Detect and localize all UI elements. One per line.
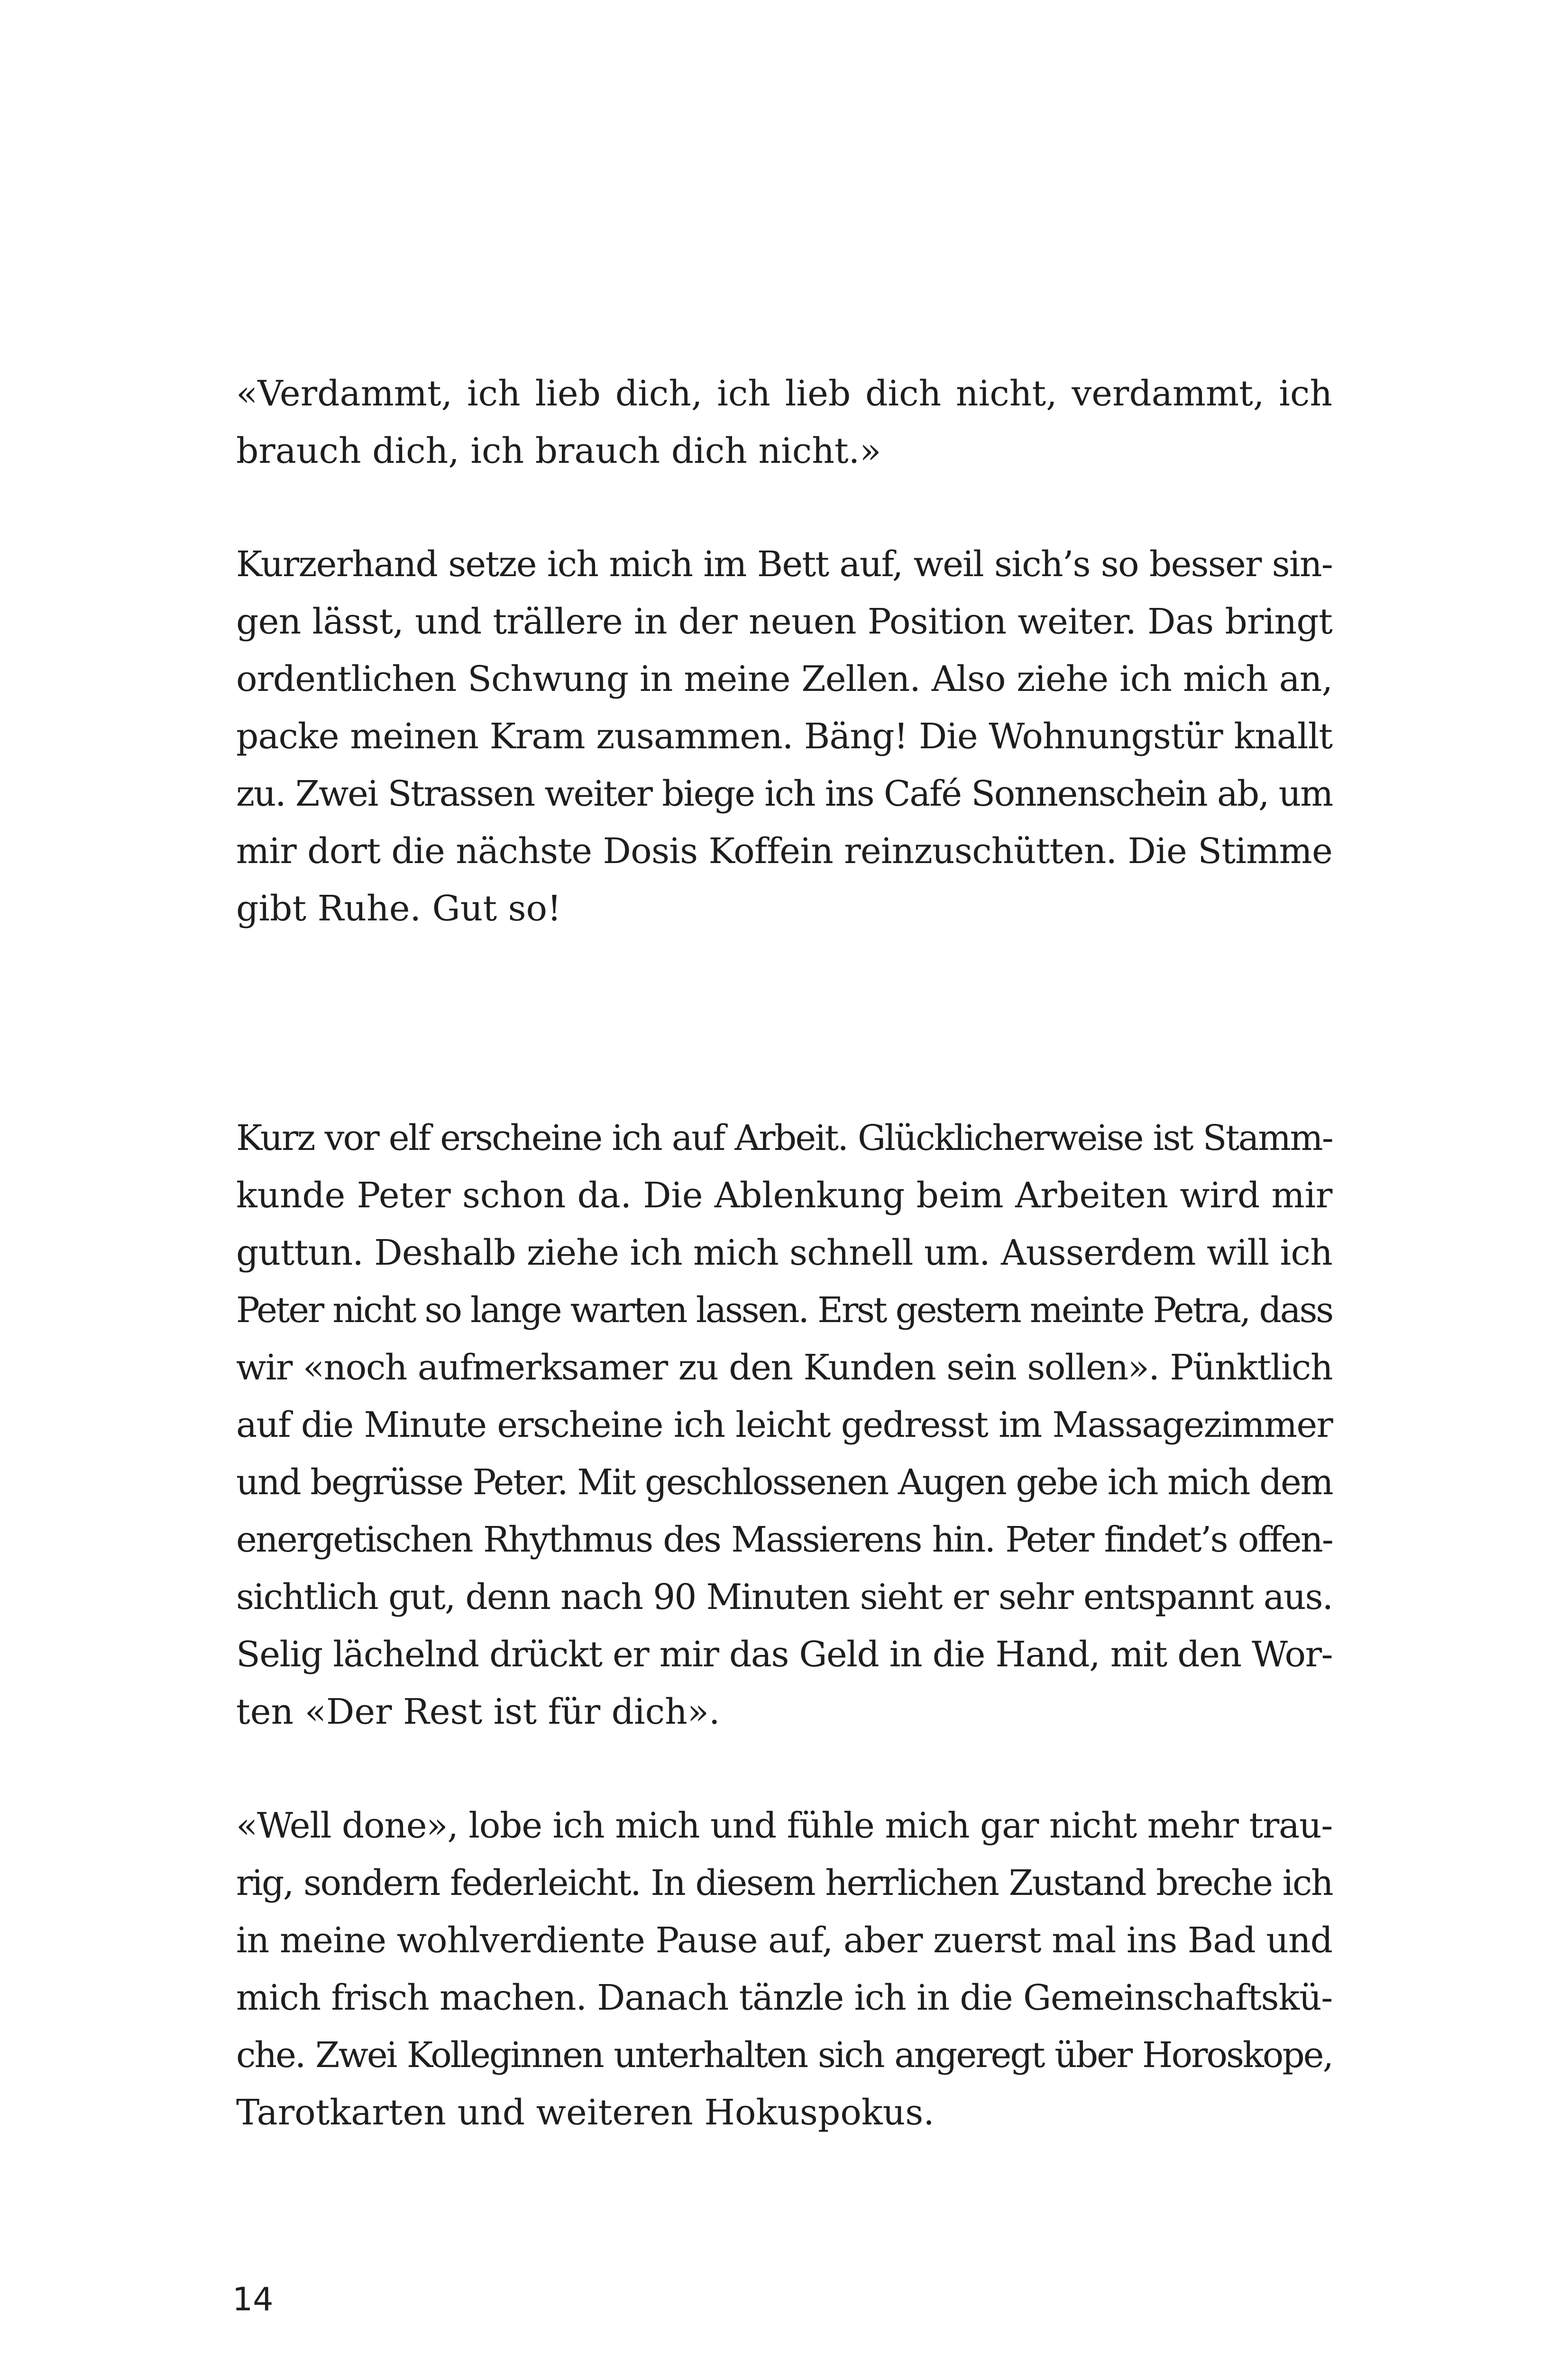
text-line: in meine wohlverdiente Pause auf, aber zuerst mal ins Bad und — [236, 1920, 1332, 1961]
text-line: «Well done», lobe ich mich und fühle mich gar nicht mehr trau- — [236, 1805, 1332, 1846]
paragraph-2 — [236, 536, 1332, 937]
text-line: energetischen Rhythmus des Massierens hin. Peter findet’s offen- — [236, 1519, 1332, 1560]
text-line: kunde Peter schon da. Die Ablenkung beim Arbeiten wird mir — [236, 1175, 1332, 1216]
text-line: gen lässt, und trällere in der neuen Position weiter. Das bringt — [236, 601, 1332, 642]
text-line: «Verdammt, ich lieb dich, ich lieb dich nicht, verdammt, ich — [236, 373, 1332, 414]
paragraph-4 — [236, 1797, 1332, 2141]
text-line: Kurzerhand setze ich mich im Bett auf, weil sich’s so besser sin- — [236, 544, 1332, 585]
text-line: Peter nicht so lange warten lassen. Erst gestern meinte Petra, dass — [236, 1290, 1332, 1331]
text-line: Kurz vor elf erscheine ich auf Arbeit. Glücklicherweise ist Stamm- — [236, 1118, 1332, 1158]
text-line: packe meinen Kram zusammen. Bäng! Die Wohnungstür knallt — [236, 716, 1332, 757]
text-line: auf die Minute erscheine ich leicht gedresst im Massagezimmer — [236, 1405, 1332, 1445]
text-line: che. Zwei Kolleginnen unterhalten sich angeregt über Horoskope, — [236, 2035, 1332, 2076]
text-line: sichtlich gut, denn nach 90 Minuten sieht er sehr entspannt aus. — [236, 1577, 1332, 1617]
text-line: guttun. Deshalb ziehe ich mich schnell um. Ausserdem will ich — [236, 1232, 1332, 1273]
paragraph-1 — [236, 365, 1332, 480]
text-line: mir dort die nächste Dosis Koffein reinzuschütten. Die Stimme — [236, 831, 1332, 872]
text-line: ten «Der Rest ist für dich». — [236, 1691, 720, 1732]
paragraph-3 — [236, 1110, 1332, 1741]
text-line: rig, sondern federleicht. In diesem herrlichen Zustand breche ich — [236, 1863, 1332, 1903]
page-number: 14 — [232, 2281, 274, 2318]
text-line: mich frisch machen. Danach tänzle ich in die Gemeinschaftskü- — [236, 1977, 1332, 2018]
text-line: wir «noch aufmerksamer zu den Kunden sein sollen». Pünktlich — [236, 1347, 1332, 1388]
text-line: gibt Ruhe. Gut so! — [236, 888, 561, 929]
text-line: und begrüsse Peter. Mit geschlossenen Augen gebe ich mich dem — [236, 1462, 1332, 1503]
text-line: Tarotkarten und weiteren Hokuspokus. — [236, 2092, 935, 2133]
text-line: ordentlichen Schwung in meine Zellen. Also ziehe ich mich an, — [236, 659, 1332, 699]
text-line: brauch dich, ich brauch dich nicht.» — [236, 431, 881, 471]
text-line: zu. Zwei Strassen weiter biege ich ins Café Sonnenschein ab, um — [236, 773, 1332, 814]
text-line: Selig lächelnd drückt er mir das Geld in die Hand, mit den Wor- — [236, 1634, 1332, 1675]
